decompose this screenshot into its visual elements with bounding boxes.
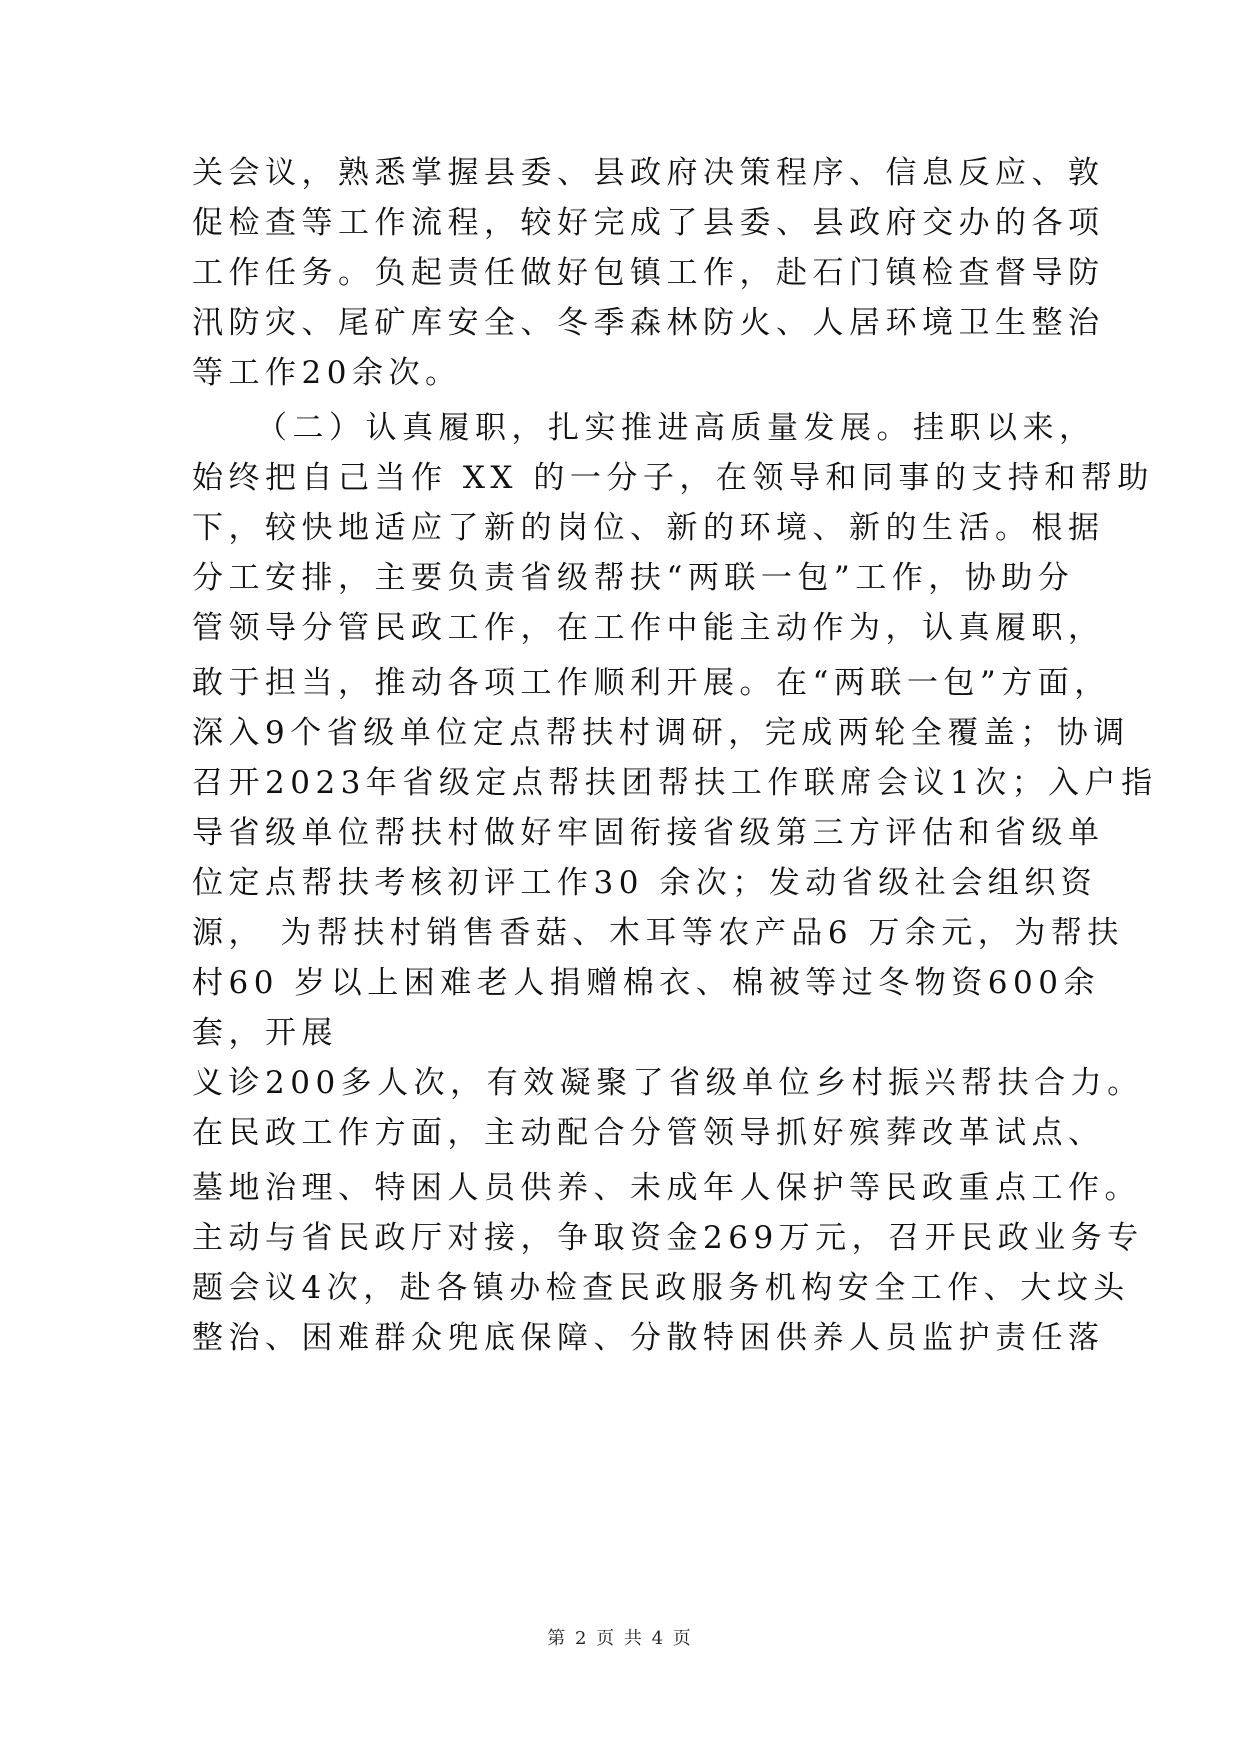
- paragraph-line: 套，开展: [192, 1015, 338, 1051]
- paragraph-line: 管领导分管民政工作，在工作中能主动作为，认真履职，: [192, 610, 1105, 646]
- paragraph-line: 下，较快地适应了新的岗位、新的环境、新的生活。根据: [192, 510, 1105, 546]
- paragraph-line: 深入9个省级单位定点帮扶村调研，完成两轮全覆盖；协调: [192, 715, 1130, 751]
- paragraph-line: 主动与省民政厅对接，争取资金269万元，召开民政业务专: [192, 1220, 1144, 1256]
- paragraph-line: 源， 为帮扶村销售香菇、木耳等农产品6 万余元，为帮扶: [192, 915, 1124, 951]
- paragraph-line: 敢于担当，推动各项工作顺利开展。在“两联一包”方面，: [192, 665, 1111, 701]
- page-number-footer: 第 2 页 共 4 页: [547, 1628, 693, 1649]
- paragraph-line: 工作任务。负起责任做好包镇工作，赴石门镇检查督导防: [192, 255, 1105, 291]
- paragraph-line: 分工安排，主要负责省级帮扶“两联一包”工作，协助分: [192, 560, 1075, 596]
- paragraph-line: 在民政工作方面，主动配合分管领导抓好殡葬改革试点、: [192, 1115, 1105, 1151]
- paragraph-line: 村60 岁以上困难老人捐赠棉衣、棉被等过冬物资600余: [192, 965, 1100, 1001]
- paragraph-line: 导省级单位帮扶村做好牢固衔接省级第三方评估和省级单: [192, 815, 1105, 851]
- paragraph-line: 召开2023年省级定点帮扶团帮扶工作联席会议1次；入户指: [192, 765, 1158, 801]
- paragraph-line: 关会议，熟悉掌握县委、县政府决策程序、信息反应、敦: [192, 155, 1105, 191]
- section-heading-line: （二）认真履职，扎实推进高质量发展。挂职以来，: [256, 410, 1096, 446]
- paragraph-line: 整治、困难群众兜底保障、分散特困供养人员监护责任落: [192, 1320, 1105, 1356]
- paragraph-line: 位定点帮扶考核初评工作30 余次；发动省级社会组织资: [192, 865, 1098, 901]
- paragraph-line: 等工作20余次。: [192, 355, 462, 391]
- paragraph-line: 促检查等工作流程，较好完成了县委、县政府交办的各项: [192, 205, 1105, 241]
- paragraph-line: 汛防灾、尾矿库安全、冬季森林防火、人居环境卫生整治: [192, 305, 1105, 341]
- paragraph-line: 题会议4次，赴各镇办检查民政服务机构安全工作、大坟头: [192, 1270, 1130, 1306]
- paragraph-line: 义诊200多人次，有效凝聚了省级单位乡村振兴帮扶合力。: [192, 1065, 1144, 1101]
- paragraph-line: 始终把自己当作 XX 的一分子，在领导和同事的支持和帮助: [192, 460, 1154, 496]
- paragraph-line: 墓地治理、特困人员供养、未成年人保护等民政重点工作。: [192, 1170, 1141, 1206]
